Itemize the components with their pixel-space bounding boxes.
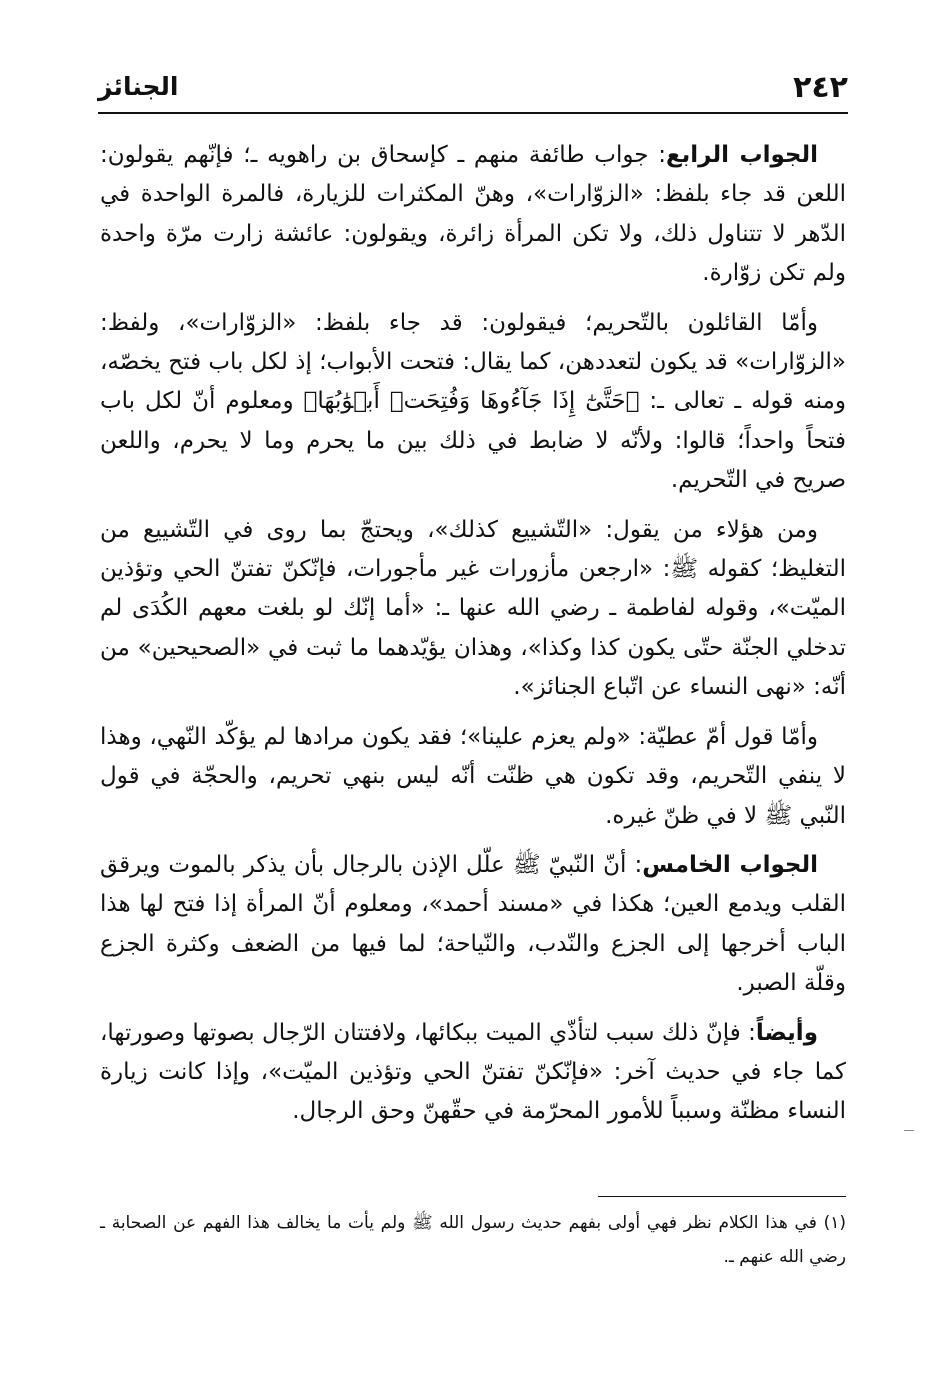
paragraph [100,846,846,1004]
paragraph [100,304,846,501]
paragraph-text: وأمّا قول أمّ عطيّة: «ولم يعزم علينا»؛ فقد يكون مرادها لم يؤكّد النّهي، وهذا لا ينفي التّحريم، وقد تكون هي ظنّت أنّه ليس بنهي تحريم، والحجّة في قول النّبي ﷺ لا في ظنّ غيره. [100,723,846,829]
paragraph-lead: الجواب الخامس [642,851,818,878]
main-text [100,136,846,1142]
page-number: ٢٤٢ [793,70,848,105]
footnotes [100,1206,846,1274]
paragraph [100,511,846,708]
paragraph [100,718,846,836]
page-header [98,68,848,114]
footnote-divider [598,1196,846,1197]
paragraph-text: : فإنّ ذلك سبب لتأذّي الميت ببكائها، ولافتتان الرّجال بصوتها وصورتها، كما جاء في حديث آخر: «فإنّكنّ تفتنّ الحي وتؤذين الميّت»، وإذا كانت زيارة النساء مظنّة وسبباً للأمور المحرّمة في حقّهنّ وحق الرجال. [100,1019,846,1125]
paragraph-text: : جواب طائفة منهم ـ كإسحاق بن راهويه ـ؛ فإنّهم يقولون: اللعن قد جاء بلفظ: «الزوّارات»، وهنّ المكثرات للزيارة، فالمرة الواحدة في الدّهر لا تتناول ذلك، ولا تكن المرأة زائرة، ويقولون: عائشة زارت مرّة واحدة ولم تكن زوّارة. [100,142,846,287]
footnote: (١) في هذا الكلام نظر فهي أولى بفهم حديث رسول الله ﷺ ولم يأت ما يخالف هذا الفهم عن الصحابة ـ رضي الله عنهم ـ. [100,1213,846,1267]
paragraph-lead: وأيضاً [755,1019,818,1046]
paragraph [100,1014,846,1132]
paragraph-text: وأمّا القائلون بالتّحريم؛ فيقولون: قد جاء بلفظ: «الزوّارات»، ولفظ: «الزوّارات» قد يكون لتعددهن، كما يقال: فتحت الأبواب؛ إذ لكل باب فتح يخصّه، ومنه قوله ـ تعالى ـ: ﴿حَتَّىٰٓ إِذَا جَآءُوهَا وَفُتِحَتۡ أَبۡوَٰبُهَا﴾ ومعلوم أنّ لكل باب فتحاً واحداً؛ قالوا: ولأنّه لا ضابط في ذلك بين ما يحرم وما لا يحرم، واللعن صريح في التّحريم. [100,309,846,494]
margin-mark [904,1130,914,1131]
running-title: الجنائز [98,72,179,101]
paragraph-text: ومن هؤلاء من يقول: «التّشييع كذلك»، ويحتجّ بما روى في التّشييع من التغليظ؛ كقوله ﷺ: «ارجعن مأزورات غير مأجورات، فإنّكنّ تفتنّ الحي وتؤذين الميّت»، وقوله لفاطمة ـ رضي الله عنها ـ: «أما إنّك لو بلغت معهم الكُدَى لم تدخلي الجنّة حتّى يكون كذا وكذا»، وهذان يؤيّدهما ما ثبت في «الصحيحين» من أنّه: «نهى النساء عن اتّباع الجنائز». [100,516,846,701]
paragraph-lead: الجواب الرابع [665,142,818,168]
paragraph [100,136,846,294]
paragraph-text: : أنّ النّبيّ ﷺ علّل الإذن بالرجال بأن يذكر بالموت ويرقق القلب ويدمع العين؛ هكذا في «مسند أحمد»، ومعلوم أنّ المرأة إذا فتح لها هذا الباب أخرجها إلى الجزع والنّدب، والنّياحة؛ لما فيها من الضعف وكثرة الجزع وقلّة الصبر. [100,851,846,997]
